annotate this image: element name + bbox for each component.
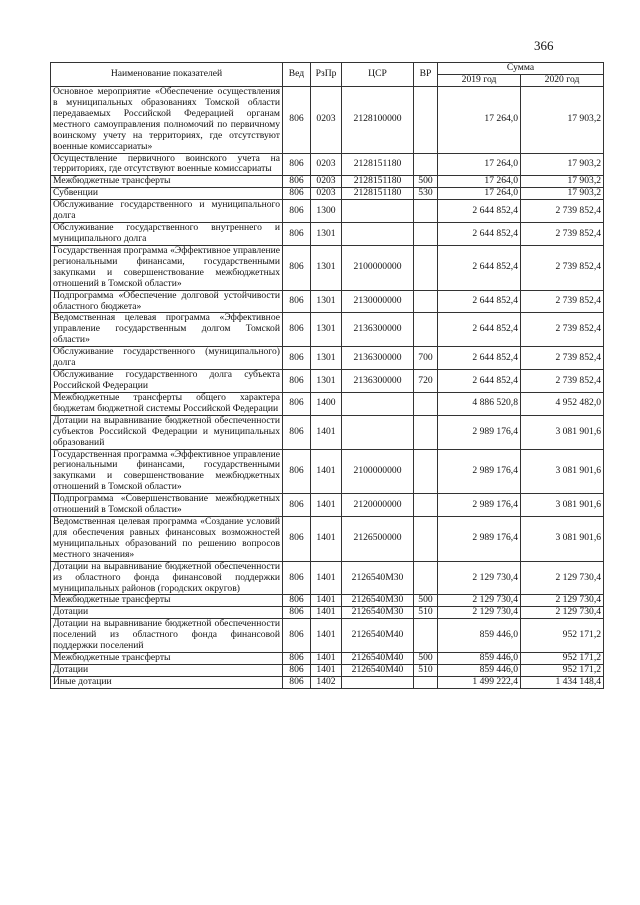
row-vr bbox=[414, 313, 438, 347]
row-vr: 720 bbox=[414, 370, 438, 393]
row-ved: 806 bbox=[283, 561, 311, 595]
row-sum-2019: 2 989 176,4 bbox=[438, 415, 521, 449]
row-ved: 806 bbox=[283, 87, 311, 154]
row-ved: 806 bbox=[283, 517, 311, 562]
row-name: Государственная программа «Эффективное управление региональными финансами, государственными закупками и совершенствование межбюджетных отношений в Томской области» bbox=[51, 449, 283, 494]
row-ved: 806 bbox=[283, 200, 311, 223]
table-row bbox=[51, 449, 604, 494]
row-csr: 2100000000 bbox=[342, 245, 414, 290]
row-sum-2019: 859 446,0 bbox=[438, 665, 521, 677]
row-name: Ведомственная целевая программа «Создание условий для обеспечения равных финансовых возможностей муниципальных образований по решению вопросов местного значения» bbox=[51, 517, 283, 562]
row-vr bbox=[414, 415, 438, 449]
header-ved: Вед bbox=[283, 63, 311, 87]
row-rzpr: 1401 bbox=[311, 517, 342, 562]
table-row bbox=[51, 223, 604, 246]
row-rzpr: 0203 bbox=[311, 188, 342, 200]
row-name: Дотации на выравнивание бюджетной обеспеченности субъектов Российской Федерации и муниципальных образований bbox=[51, 415, 283, 449]
table-row bbox=[51, 415, 604, 449]
header-2019: 2019 год bbox=[438, 75, 521, 87]
row-sum-2019: 859 446,0 bbox=[438, 619, 521, 653]
row-sum-2019: 2 989 176,4 bbox=[438, 449, 521, 494]
table-row bbox=[51, 676, 604, 688]
table-row bbox=[51, 347, 604, 370]
row-name: Ведомственная целевая программа «Эффективное управление государственным долгом Томской области» bbox=[51, 313, 283, 347]
row-vr bbox=[414, 290, 438, 313]
row-csr: 2126540М40 bbox=[342, 619, 414, 653]
row-csr: 2128151180 bbox=[342, 153, 414, 176]
row-csr: 2136300000 bbox=[342, 370, 414, 393]
row-csr: 2100000000 bbox=[342, 449, 414, 494]
table-row bbox=[51, 595, 604, 607]
row-rzpr: 1401 bbox=[311, 619, 342, 653]
table-row bbox=[51, 494, 604, 517]
row-vr bbox=[414, 676, 438, 688]
row-sum-2019: 2 644 852,4 bbox=[438, 290, 521, 313]
row-sum-2020: 952 171,2 bbox=[521, 653, 604, 665]
row-sum-2020: 2 129 730,4 bbox=[521, 607, 604, 619]
row-ved: 806 bbox=[283, 347, 311, 370]
row-sum-2019: 17 264,0 bbox=[438, 153, 521, 176]
row-sum-2020: 2 739 852,4 bbox=[521, 245, 604, 290]
row-sum-2020: 3 081 901,6 bbox=[521, 517, 604, 562]
table-row bbox=[51, 290, 604, 313]
row-rzpr: 1301 bbox=[311, 223, 342, 246]
table-row bbox=[51, 200, 604, 223]
row-csr: 2128151180 bbox=[342, 176, 414, 188]
row-sum-2019: 2 129 730,4 bbox=[438, 595, 521, 607]
page-number: 366 bbox=[534, 38, 554, 53]
row-ved: 806 bbox=[283, 607, 311, 619]
row-rzpr: 1300 bbox=[311, 200, 342, 223]
row-csr: 2130000000 bbox=[342, 290, 414, 313]
row-name: Основное мероприятие «Обеспечение осуществления в муниципальных образованиях Томской области передаваемых Российской Федерацией органам местного самоуправления полномочий по первичному воинскому учету на территориях, где отсутствуют военные комиссариаты» bbox=[51, 87, 283, 154]
row-sum-2019: 1 499 222,4 bbox=[438, 676, 521, 688]
row-name: Межбюджетные трансферты bbox=[51, 176, 283, 188]
row-rzpr: 1401 bbox=[311, 415, 342, 449]
row-name: Государственная программа «Эффективное управление региональными финансами, государственными закупками и совершенствование межбюджетных отношений в Томской области» bbox=[51, 245, 283, 290]
row-csr: 2120000000 bbox=[342, 494, 414, 517]
table-row bbox=[51, 517, 604, 562]
row-ved: 806 bbox=[283, 370, 311, 393]
row-vr bbox=[414, 561, 438, 595]
row-rzpr: 1401 bbox=[311, 561, 342, 595]
row-sum-2020: 2 739 852,4 bbox=[521, 313, 604, 347]
row-sum-2020: 4 952 482,0 bbox=[521, 392, 604, 415]
row-vr: 530 bbox=[414, 188, 438, 200]
row-rzpr: 0203 bbox=[311, 153, 342, 176]
budget-table bbox=[50, 62, 604, 689]
row-vr bbox=[414, 619, 438, 653]
row-sum-2020: 1 434 148,4 bbox=[521, 676, 604, 688]
row-vr bbox=[414, 517, 438, 562]
row-name: Дотации bbox=[51, 607, 283, 619]
row-rzpr: 1400 bbox=[311, 392, 342, 415]
row-sum-2019: 17 264,0 bbox=[438, 87, 521, 154]
row-name: Обслуживание государственного (муниципального) долга bbox=[51, 347, 283, 370]
row-csr: 2128151180 bbox=[342, 188, 414, 200]
row-sum-2019: 2 644 852,4 bbox=[438, 223, 521, 246]
row-ved: 806 bbox=[283, 176, 311, 188]
row-ved: 806 bbox=[283, 653, 311, 665]
row-sum-2020: 952 171,2 bbox=[521, 619, 604, 653]
row-vr bbox=[414, 245, 438, 290]
row-rzpr: 1301 bbox=[311, 245, 342, 290]
row-csr: 2128100000 bbox=[342, 87, 414, 154]
row-ved: 806 bbox=[283, 595, 311, 607]
row-rzpr: 1301 bbox=[311, 290, 342, 313]
row-sum-2020: 17 903,2 bbox=[521, 176, 604, 188]
row-csr bbox=[342, 200, 414, 223]
row-ved: 806 bbox=[283, 245, 311, 290]
row-rzpr: 1401 bbox=[311, 494, 342, 517]
row-rzpr: 1401 bbox=[311, 665, 342, 677]
row-csr: 2136300000 bbox=[342, 313, 414, 347]
row-ved: 806 bbox=[283, 223, 311, 246]
row-name: Обслуживание государственного долга субъекта Российской Федерации bbox=[51, 370, 283, 393]
row-name: Подпрограмма «Обеспечение долговой устойчивости областного бюджета» bbox=[51, 290, 283, 313]
table-row bbox=[51, 653, 604, 665]
row-vr bbox=[414, 223, 438, 246]
header-rzpr: РзПр bbox=[311, 63, 342, 87]
row-sum-2020: 2 739 852,4 bbox=[521, 223, 604, 246]
row-sum-2020: 2 739 852,4 bbox=[521, 200, 604, 223]
header-csr: ЦСР bbox=[342, 63, 414, 87]
header-name: Наименование показателей bbox=[51, 63, 283, 87]
row-sum-2019: 2 644 852,4 bbox=[438, 370, 521, 393]
row-sum-2020: 2 739 852,4 bbox=[521, 290, 604, 313]
row-vr bbox=[414, 87, 438, 154]
row-name: Подпрограмма «Совершенствование межбюджетных отношений в Томской области» bbox=[51, 494, 283, 517]
row-name: Субвенции bbox=[51, 188, 283, 200]
row-csr bbox=[342, 392, 414, 415]
row-sum-2020: 2 739 852,4 bbox=[521, 347, 604, 370]
row-sum-2019: 859 446,0 bbox=[438, 653, 521, 665]
row-vr: 700 bbox=[414, 347, 438, 370]
row-name: Межбюджетные трансферты общего характера бюджетам бюджетной системы Российской Федерации bbox=[51, 392, 283, 415]
row-sum-2020: 17 903,2 bbox=[521, 153, 604, 176]
row-rzpr: 1401 bbox=[311, 595, 342, 607]
row-ved: 806 bbox=[283, 619, 311, 653]
row-sum-2020: 2 739 852,4 bbox=[521, 370, 604, 393]
table-row bbox=[51, 561, 604, 595]
row-name: Обслуживание государственного и муниципального долга bbox=[51, 200, 283, 223]
row-vr bbox=[414, 449, 438, 494]
row-vr bbox=[414, 153, 438, 176]
row-csr: 2126540М40 bbox=[342, 653, 414, 665]
row-sum-2020: 3 081 901,6 bbox=[521, 494, 604, 517]
row-name: Обслуживание государственного внутреннего и муниципального долга bbox=[51, 223, 283, 246]
table-row bbox=[51, 245, 604, 290]
row-rzpr: 1301 bbox=[311, 313, 342, 347]
row-rzpr: 1401 bbox=[311, 653, 342, 665]
row-csr: 2126540М40 bbox=[342, 665, 414, 677]
row-rzpr: 1401 bbox=[311, 607, 342, 619]
row-rzpr: 1401 bbox=[311, 449, 342, 494]
row-csr bbox=[342, 676, 414, 688]
row-vr bbox=[414, 392, 438, 415]
row-sum-2020: 17 903,2 bbox=[521, 87, 604, 154]
row-csr bbox=[342, 223, 414, 246]
table-row bbox=[51, 665, 604, 677]
row-ved: 806 bbox=[283, 665, 311, 677]
header-2020: 2020 год bbox=[521, 75, 604, 87]
row-csr: 2136300000 bbox=[342, 347, 414, 370]
row-sum-2020: 2 129 730,4 bbox=[521, 595, 604, 607]
row-name: Межбюджетные трансферты bbox=[51, 653, 283, 665]
row-sum-2020: 17 903,2 bbox=[521, 188, 604, 200]
row-vr: 500 bbox=[414, 653, 438, 665]
row-csr: 2126540М30 bbox=[342, 607, 414, 619]
row-name: Межбюджетные трансферты bbox=[51, 595, 283, 607]
table-row bbox=[51, 188, 604, 200]
row-sum-2019: 2 644 852,4 bbox=[438, 313, 521, 347]
row-vr: 500 bbox=[414, 176, 438, 188]
row-name: Дотации на выравнивание бюджетной обеспеченности поселений из областного фонда финансовой поддержки поселений bbox=[51, 619, 283, 653]
row-name: Осуществление первичного воинского учета на территориях, где отсутствуют военные комиссариаты bbox=[51, 153, 283, 176]
row-rzpr: 1301 bbox=[311, 370, 342, 393]
row-sum-2019: 2 129 730,4 bbox=[438, 607, 521, 619]
row-sum-2019: 4 886 520,8 bbox=[438, 392, 521, 415]
row-ved: 806 bbox=[283, 188, 311, 200]
table-row bbox=[51, 176, 604, 188]
row-ved: 806 bbox=[283, 449, 311, 494]
row-sum-2019: 2 129 730,4 bbox=[438, 561, 521, 595]
table-row bbox=[51, 87, 604, 154]
row-vr bbox=[414, 494, 438, 517]
row-ved: 806 bbox=[283, 676, 311, 688]
table-row bbox=[51, 392, 604, 415]
table-row bbox=[51, 370, 604, 393]
row-ved: 806 bbox=[283, 313, 311, 347]
header-vr: ВР bbox=[414, 63, 438, 87]
row-sum-2020: 3 081 901,6 bbox=[521, 449, 604, 494]
row-sum-2019: 2 989 176,4 bbox=[438, 517, 521, 562]
row-csr bbox=[342, 415, 414, 449]
row-rzpr: 0203 bbox=[311, 176, 342, 188]
row-sum-2019: 2 644 852,4 bbox=[438, 200, 521, 223]
row-ved: 806 bbox=[283, 290, 311, 313]
row-ved: 806 bbox=[283, 494, 311, 517]
row-ved: 806 bbox=[283, 415, 311, 449]
row-sum-2019: 17 264,0 bbox=[438, 188, 521, 200]
row-sum-2020: 3 081 901,6 bbox=[521, 415, 604, 449]
table-row bbox=[51, 619, 604, 653]
row-vr bbox=[414, 200, 438, 223]
table-row bbox=[51, 313, 604, 347]
row-sum-2020: 952 171,2 bbox=[521, 665, 604, 677]
row-csr: 2126540М30 bbox=[342, 561, 414, 595]
header-sum: Сумма bbox=[438, 63, 604, 75]
row-csr: 2126500000 bbox=[342, 517, 414, 562]
row-name: Дотации на выравнивание бюджетной обеспеченности из областного фонда финансовой поддержки муниципальных районов (городских округов) bbox=[51, 561, 283, 595]
row-ved: 806 bbox=[283, 392, 311, 415]
row-sum-2019: 2 644 852,4 bbox=[438, 347, 521, 370]
row-vr: 510 bbox=[414, 665, 438, 677]
row-csr: 2126540М30 bbox=[342, 595, 414, 607]
row-rzpr: 1402 bbox=[311, 676, 342, 688]
row-name: Дотации bbox=[51, 665, 283, 677]
row-rzpr: 0203 bbox=[311, 87, 342, 154]
row-sum-2019: 2 989 176,4 bbox=[438, 494, 521, 517]
row-sum-2019: 2 644 852,4 bbox=[438, 245, 521, 290]
row-rzpr: 1301 bbox=[311, 347, 342, 370]
row-sum-2020: 2 129 730,4 bbox=[521, 561, 604, 595]
row-name: Иные дотации bbox=[51, 676, 283, 688]
row-vr: 510 bbox=[414, 607, 438, 619]
table-row bbox=[51, 607, 604, 619]
row-vr: 500 bbox=[414, 595, 438, 607]
row-sum-2019: 17 264,0 bbox=[438, 176, 521, 188]
table-body bbox=[51, 87, 604, 689]
table-row bbox=[51, 153, 604, 176]
row-ved: 806 bbox=[283, 153, 311, 176]
